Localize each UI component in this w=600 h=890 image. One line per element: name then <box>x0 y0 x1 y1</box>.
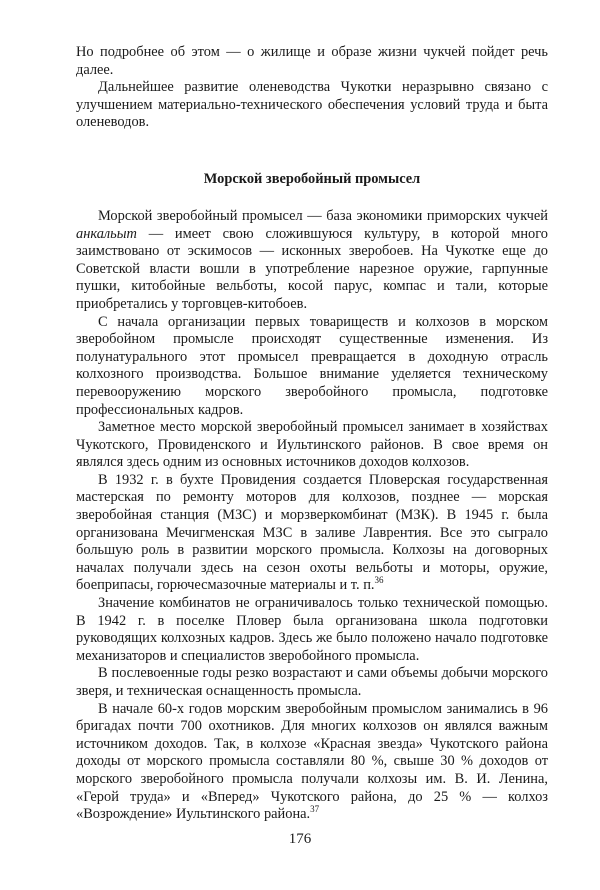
italic-term: анкальыт <box>76 225 137 242</box>
page-number: 176 <box>288 831 312 847</box>
paragraph-text-end: — имеет свою сложившуюся культуру, в которой много заимствовано от эскимосов — исконных зверобоев. На Чукотке еще до Советской власти вошли в употребление нарезное оружие, гарпунные пушки, китобойные вельботы, косой парус, компас и тали, которые приобретались у торговцев-китобоев. <box>76 225 548 312</box>
paragraph-sixties-brigades <box>76 701 548 824</box>
paragraph-collective-farms: С начала организации первых товариществ и колхозов в морском зверобойном промысле происходят существенные изменения. Из полунатурального этот промысел превращается в доходную отрасль колхозного производства. Большое внимание уделяется техническому перевооружению морского зверобойного промысла, подготовке профессиональных кадров. <box>76 313 548 418</box>
book-page <box>76 44 548 864</box>
footnote-marker: 36 <box>374 575 384 586</box>
paragraph-text: В начале 60-х годов морским зверобойным промыслом занимались в 96 бригадах почти 700 охотников. Для многих колхозов он являлся важным источником доходов. Так, в колхозе «Красная звезда» Чукотского района доходы от морского промысла составляли 80 %, свыше 30 % доходов от морского зверобойного промысла получали колхозы им. В. И. Ленина, «Герой труда» и «Вперед» Чукотского района, до 25 % — колхоз «Возрождение» Иультинского района. <box>76 700 548 823</box>
section-heading: Морской зверобойный промысел <box>203 170 421 187</box>
paragraph-reindeer-development: Дальнейшее развитие оленеводства Чукотки неразрывно связано с улучшением материально-технического обеспечения условий труда и быта оленеводов. <box>76 79 548 131</box>
paragraph-text-start: Морской зверобойный промысел — база экономики приморских чукчей <box>98 207 548 224</box>
paragraph-sea-hunting-base <box>76 208 548 314</box>
paragraph-text: В 1932 г. в бухте Провидения создается Пловерская государственная мастерская по ремонту моторов для колхозов, позднее — морская зверобойная станция (МЗС) и морзверкомбинат (МЗК). В 1945 г. была организована Мечигменская МЗС в заливе Лаврентия. Все это сыграло большую роль в развитии морского промысла. Колхозы на договорных началах получали здесь на сезон охоты вельботы и моторы, оружие, боеприпасы, горючесмазочные материалы и т. п. <box>76 471 548 594</box>
paragraph-postwar-growth: В послевоенные годы резко возрастают и сами объемы добычи морского зверя, и техническая оснащенность промысла. <box>76 665 548 699</box>
paragraph-plover-workshop <box>76 472 548 595</box>
paragraph-intro-continuation: Но подробнее об этом — о жилище и образе жизни чукчей пойдет речь далее. <box>76 44 548 78</box>
paragraph-districts: Заметное место морской зверобойный промысел занимает в хозяйствах Чукотского, Провиденского и Иультинского районов. В свое время он являлся здесь одним из основных источников доходов колхозов. <box>76 419 548 471</box>
footnote-marker: 37 <box>310 804 320 815</box>
paragraph-training-school: Значение комбинатов не ограничивалось только технической помощью. В 1942 г. в поселке Пловер была организована школа подготовки руководящих колхозных кадров. Здесь же было положено начало подготовке механизаторов и специалистов зверобойного промысла. <box>76 595 548 664</box>
